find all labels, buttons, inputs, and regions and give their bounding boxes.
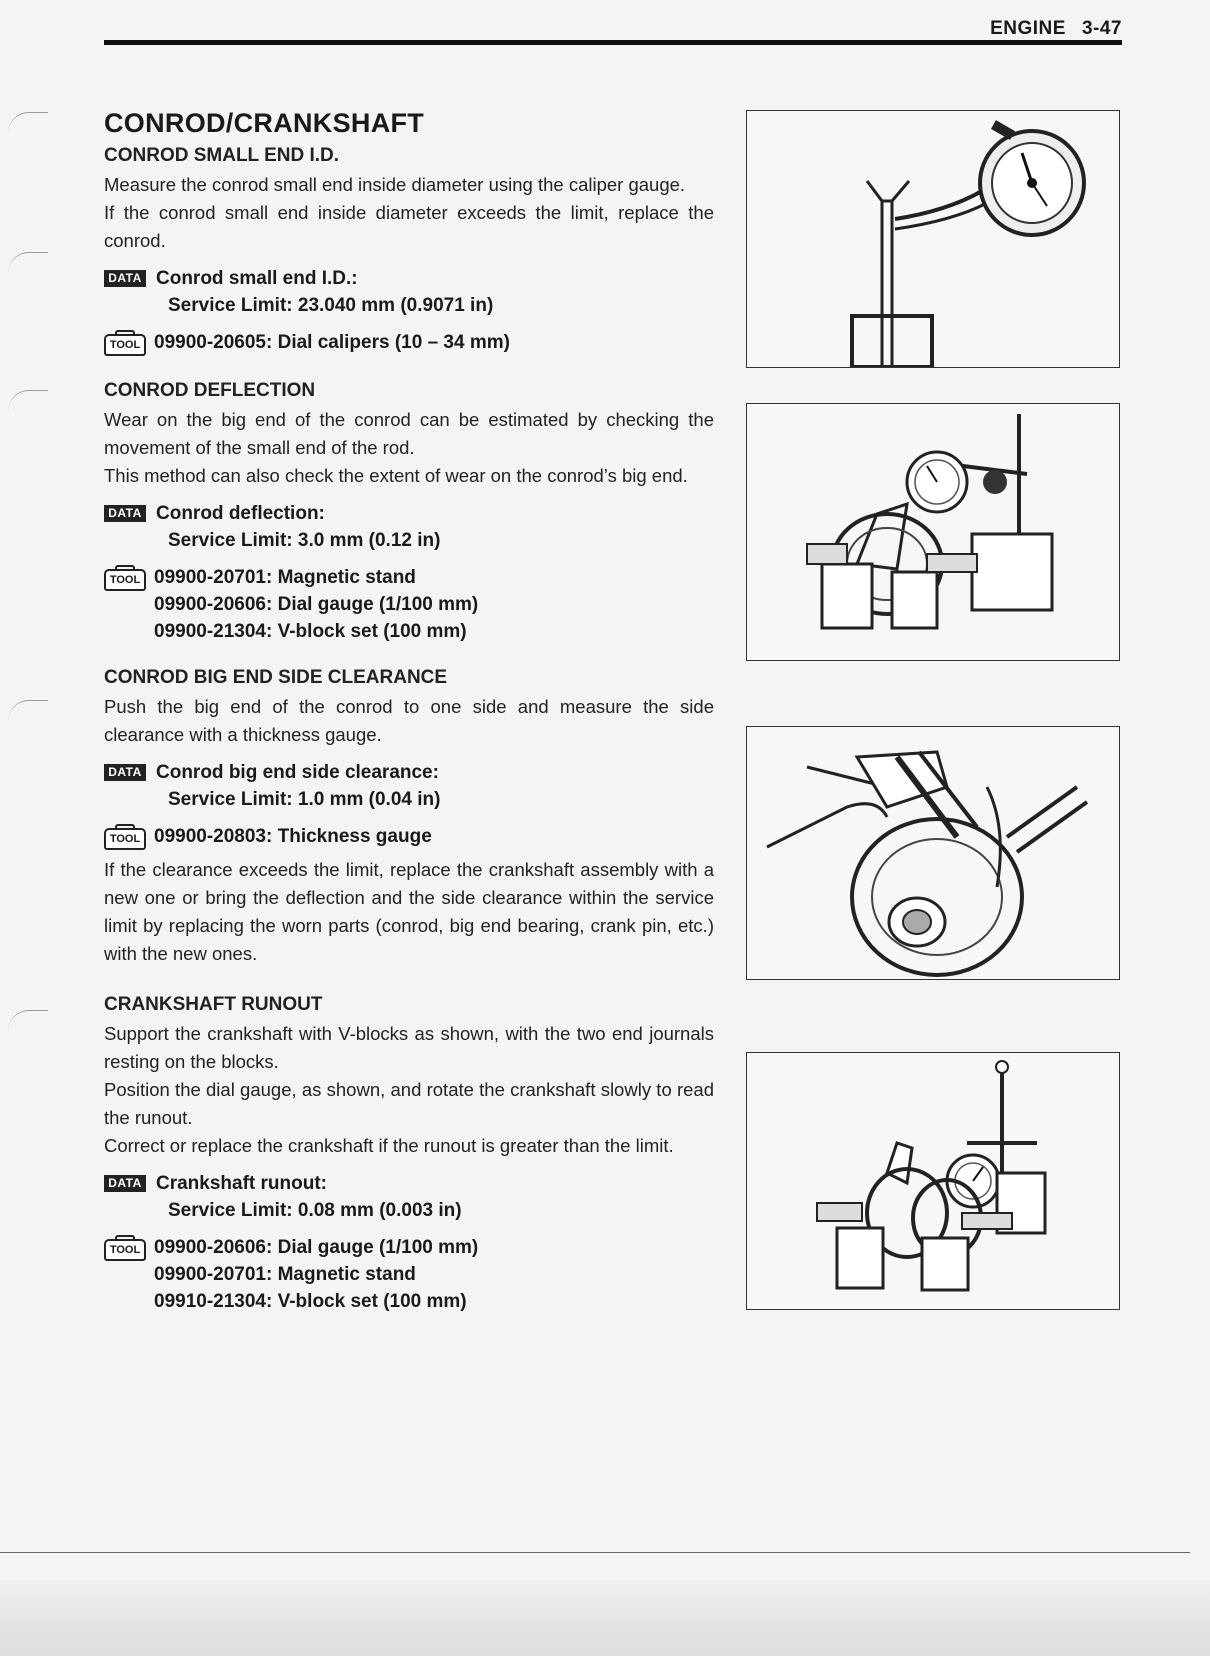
data-spec: [104, 1170, 714, 1224]
footer-rule: [0, 1552, 1190, 1553]
tool-item: 09900-20606: Dial gauge (1/100 mm): [154, 1237, 479, 1258]
data-spec: [104, 500, 714, 554]
spec-name: Crankshaft runout:: [156, 1173, 327, 1194]
paragraph: If the conrod small end inside diameter exceeds the limit, replace the conrod.: [104, 202, 714, 251]
tool-spec: [104, 329, 714, 356]
section-heading: CRANKSHAFT RUNOUT: [104, 994, 323, 1015]
crankshaft-runout-illustration: [747, 1053, 1119, 1309]
page-title: CONROD/CRANKSHAFT: [104, 108, 425, 138]
tool-item: 09900-20803: Thickness gauge: [154, 826, 432, 847]
section-heading: CONROD BIG END SIDE CLEARANCE: [104, 667, 448, 688]
margin-mark: [8, 390, 48, 411]
section-runout: [104, 994, 714, 1315]
paragraph: Correct or replace the crankshaft if the runout is greater than the limit.: [104, 1135, 674, 1156]
tool-spec: [104, 1234, 714, 1315]
spec-name: Conrod deflection:: [156, 503, 325, 524]
tool-item: 09900-20701: Magnetic stand: [154, 567, 416, 588]
tool-item: 09900-21304: V-block set (100 mm): [154, 621, 467, 642]
paragraph: If the clearance exceeds the limit, replace the crankshaft assembly with a new one or bring the deflection and the side clearance within the service limit by replacing the worn parts (conrod, big end bearing, crank pin, etc.) with the new ones.: [104, 859, 714, 964]
page-header: [974, 18, 1122, 40]
dial-caliper-illustration: [747, 111, 1119, 367]
text-column: [104, 108, 714, 1321]
spec-limit: Service Limit: 1.0 mm (0.04 in): [168, 789, 441, 810]
section-small-end: [104, 145, 714, 356]
scan-shadow: [0, 1580, 1210, 1656]
paragraph: Push the big end of the conrod to one side and measure the side clearance with a thickness gauge.: [104, 696, 714, 745]
side-clearance-figure: [746, 726, 1120, 980]
conrod-deflection-illustration: [747, 404, 1119, 660]
data-icon: DATA: [104, 505, 146, 522]
header-section: ENGINE: [990, 18, 1066, 39]
paragraph: Wear on the big end of the conrod can be estimated by checking the movement of the small end of the rod.: [104, 409, 714, 458]
margin-mark: [8, 252, 48, 273]
dial-caliper-figure: [746, 110, 1120, 368]
tool-spec: [104, 564, 714, 645]
margin-mark: [8, 700, 48, 721]
margin-mark: [8, 1010, 48, 1031]
section-heading: CONROD DEFLECTION: [104, 380, 316, 401]
paragraph: Position the dial gauge, as shown, and rotate the crankshaft slowly to read the runout.: [104, 1079, 714, 1128]
tool-item: 09900-20701: Magnetic stand: [154, 1264, 416, 1285]
data-icon: DATA: [104, 270, 146, 287]
tool-spec: [104, 823, 714, 850]
header-page-number: 3-47: [1081, 18, 1122, 39]
spec-name: Conrod small end I.D.:: [156, 268, 358, 289]
data-icon: DATA: [104, 1175, 146, 1192]
conrod-deflection-figure: [746, 403, 1120, 661]
header-rule: [104, 40, 1122, 45]
tool-item: 09910-21304: V-block set (100 mm): [154, 1291, 467, 1312]
data-spec: [104, 265, 714, 319]
paragraph: Measure the conrod small end inside diameter using the caliper gauge.: [104, 174, 686, 195]
paragraph: Support the crankshaft with V-blocks as shown, with the two end journals resting on the blocks.: [104, 1023, 714, 1072]
data-icon: DATA: [104, 764, 146, 781]
section-side-clearance: [104, 667, 714, 968]
side-clearance-illustration: [747, 727, 1119, 979]
tool-item: 09900-20605: Dial calipers (10 – 34 mm): [154, 332, 510, 353]
crankshaft-runout-figure: [746, 1052, 1120, 1310]
section-heading: CONROD SMALL END I.D.: [104, 145, 340, 166]
tool-icon: TOOL: [104, 334, 146, 356]
spec-limit: Service Limit: 0.08 mm (0.003 in): [168, 1200, 462, 1221]
spec-limit: Service Limit: 3.0 mm (0.12 in): [168, 530, 441, 551]
margin-mark: [8, 112, 48, 133]
tool-icon: TOOL: [104, 1239, 146, 1261]
tool-icon: TOOL: [104, 569, 146, 591]
spec-name: Conrod big end side clearance:: [156, 762, 439, 783]
tool-icon: TOOL: [104, 828, 146, 850]
paragraph: This method can also check the extent of wear on the conrod’s big end.: [104, 465, 688, 486]
section-deflection: [104, 380, 714, 645]
data-spec: [104, 759, 714, 813]
tool-item: 09900-20606: Dial gauge (1/100 mm): [154, 594, 479, 615]
spec-limit: Service Limit: 23.040 mm (0.9071 in): [168, 295, 494, 316]
